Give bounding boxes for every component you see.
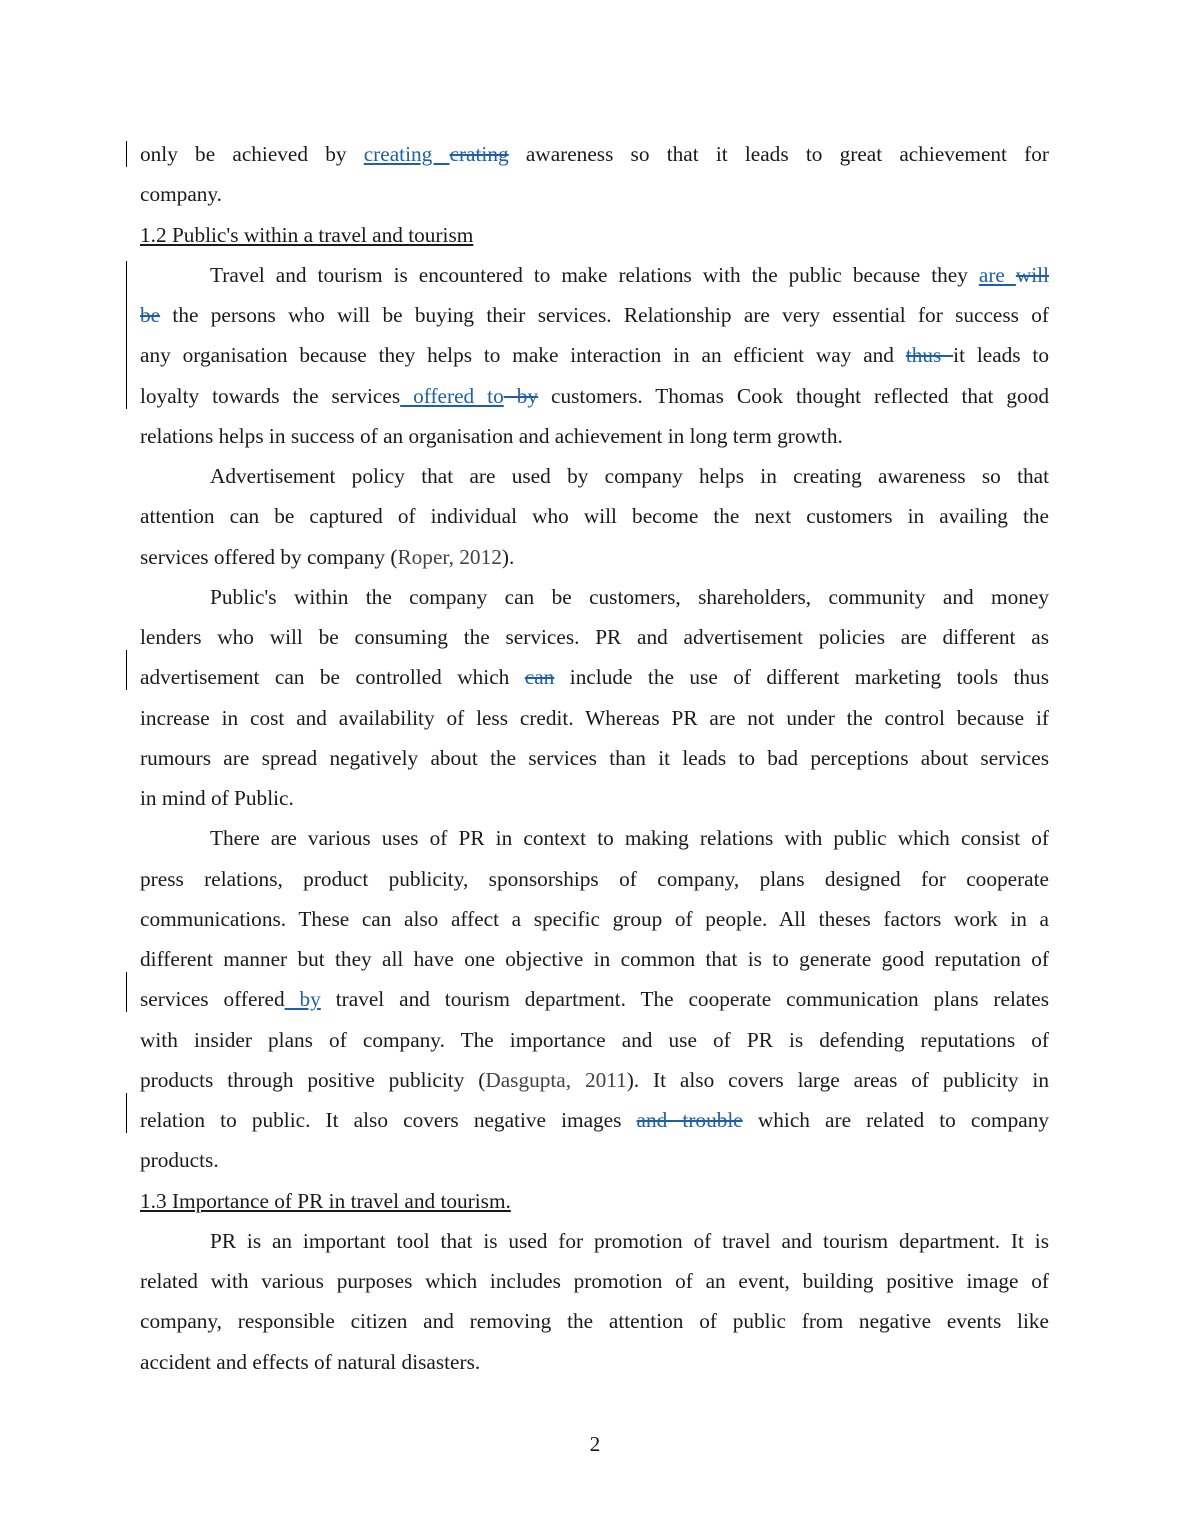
- text-run: products through positive publicity (: [140, 1067, 486, 1092]
- text-line: [140, 859, 1049, 899]
- text-run: rumours are spread negatively about the services than it leads to bad perceptions about services: [140, 745, 1049, 770]
- text-run: which are related to company: [742, 1108, 1049, 1132]
- text-run: accident and effects of natural disasters.: [140, 1349, 481, 1374]
- text-run: services offered by company (: [140, 544, 398, 569]
- text-line: [210, 818, 1049, 858]
- text-run: communications. These can also affect a specific group of people. All theses factors work in a: [140, 906, 1049, 931]
- text-line: [140, 295, 1049, 335]
- text-run: lenders who will be consuming the services. PR and advertisement policies are different as: [140, 625, 1049, 649]
- text-run: ). It also covers large areas of publicity in: [626, 1067, 1049, 1092]
- text-run: related with various purposes which includes promotion of an event, building positive image of: [140, 1269, 1049, 1293]
- change-bar: [126, 141, 127, 167]
- text-run: press relations, product publicity, sponsorships of company, plans designed for cooperate: [140, 866, 1049, 891]
- text-run: Public's within the company can be customers, shareholders, community and money: [210, 584, 1049, 609]
- text-line: [210, 255, 1049, 295]
- text-line: [140, 215, 1049, 255]
- text-line: [140, 1181, 1049, 1221]
- text-run: attention can be captured of individual who will become the next customers in availing the: [140, 504, 1049, 529]
- deleted-text: thus: [905, 343, 954, 368]
- text-line: [210, 456, 1049, 496]
- text-run: any organisation because they helps to make interaction in an efficient way and: [140, 343, 906, 368]
- text-run: in mind of Public.: [140, 786, 294, 810]
- text-run: only be achieved by: [140, 142, 364, 166]
- section-heading: 1.3 Importance of PR in travel and tourism.: [140, 1188, 511, 1213]
- change-bar: [126, 261, 127, 409]
- text-run: travel and tourism department. The cooperate communication plans relates: [320, 987, 1049, 1012]
- text-line: [140, 778, 1049, 818]
- deleted-text: and trouble: [636, 1108, 743, 1132]
- text-line: [140, 939, 1049, 979]
- text-run: relations helps in success of an organisation and achievement in long term growth.: [140, 423, 843, 448]
- text-run: advertisement can be controlled which: [140, 665, 525, 690]
- text-run: products.: [140, 1148, 219, 1173]
- text-run: Travel and tourism is encountered to make relations with the public because they: [210, 262, 979, 287]
- text-run: company.: [140, 182, 223, 207]
- text-run: ).: [501, 544, 515, 569]
- inserted-text: offered to: [400, 383, 504, 408]
- inserted-text: are: [978, 262, 1016, 287]
- text-line: [140, 1100, 1049, 1140]
- text-line: [140, 496, 1049, 536]
- change-bar: [126, 650, 127, 690]
- text-line: [140, 979, 1049, 1019]
- deleted-text: by: [503, 383, 539, 408]
- text-run: increase in cost and availability of less credit. Whereas PR are not under the control because if: [140, 705, 1049, 730]
- text-run: awareness so that it leads to great achievement for: [508, 142, 1049, 166]
- text-line: [140, 1060, 1049, 1100]
- text-run: company, responsible citizen and removing the attention of public from negative events like: [140, 1309, 1049, 1334]
- text-line: [140, 738, 1049, 778]
- text-run: it leads to: [953, 343, 1049, 368]
- text-line: [140, 537, 1049, 577]
- change-bar: [126, 972, 127, 1012]
- text-line: [140, 698, 1049, 738]
- text-line: [140, 899, 1049, 939]
- text-line: [140, 657, 1049, 697]
- text-run: include the use of different marketing tools thus: [554, 665, 1049, 690]
- text-run: There are various uses of PR in context to making relations with public which consist of: [210, 826, 1049, 851]
- citation: Dasgupta, 2011: [485, 1067, 627, 1092]
- text-line: [140, 1140, 1049, 1180]
- text-line: [140, 335, 1049, 375]
- section-heading: 1.2 Public's within a travel and tourism: [140, 222, 474, 247]
- text-run: Advertisement policy that are used by company helps in creating awareness so that: [210, 464, 1049, 488]
- text-run: with insider plans of company. The importance and use of PR is defending reputations of: [140, 1027, 1049, 1052]
- deleted-text: crating: [449, 142, 509, 166]
- citation: Roper, 2012: [397, 544, 502, 569]
- text-line: [140, 416, 1049, 456]
- text-run: services offered: [140, 987, 285, 1012]
- deleted-text: will: [1015, 262, 1049, 287]
- text-run: customers. Thomas Cook thought reflected that good: [538, 383, 1050, 408]
- text-run: different manner but they all have one objective in common that is to generate good reputation of: [140, 947, 1049, 971]
- deleted-text: be: [140, 303, 161, 327]
- text-line: [210, 577, 1049, 617]
- text-run: the persons who will be buying their services. Relationship are very essential for success of: [160, 303, 1049, 327]
- text-line: [140, 617, 1049, 657]
- text-line: [140, 174, 1049, 214]
- inserted-text: creating: [363, 142, 450, 166]
- deleted-text: can: [524, 665, 555, 690]
- text-line: [140, 1020, 1049, 1060]
- text-run: PR is an important tool that is used for promotion of travel and tourism department. It is: [210, 1228, 1049, 1253]
- text-line: [140, 376, 1049, 416]
- page-number: 2: [589, 1432, 601, 1456]
- text-line: [140, 1301, 1049, 1341]
- change-bar: [126, 1093, 127, 1133]
- text-line: [140, 134, 1049, 174]
- text-run: loyalty towards the services: [140, 383, 401, 408]
- text-run: relation to public. It also covers negative images: [140, 1108, 637, 1132]
- text-line: [140, 1342, 1049, 1382]
- inserted-text: by: [284, 987, 321, 1012]
- text-line: [210, 1221, 1049, 1261]
- text-line: [140, 1261, 1049, 1301]
